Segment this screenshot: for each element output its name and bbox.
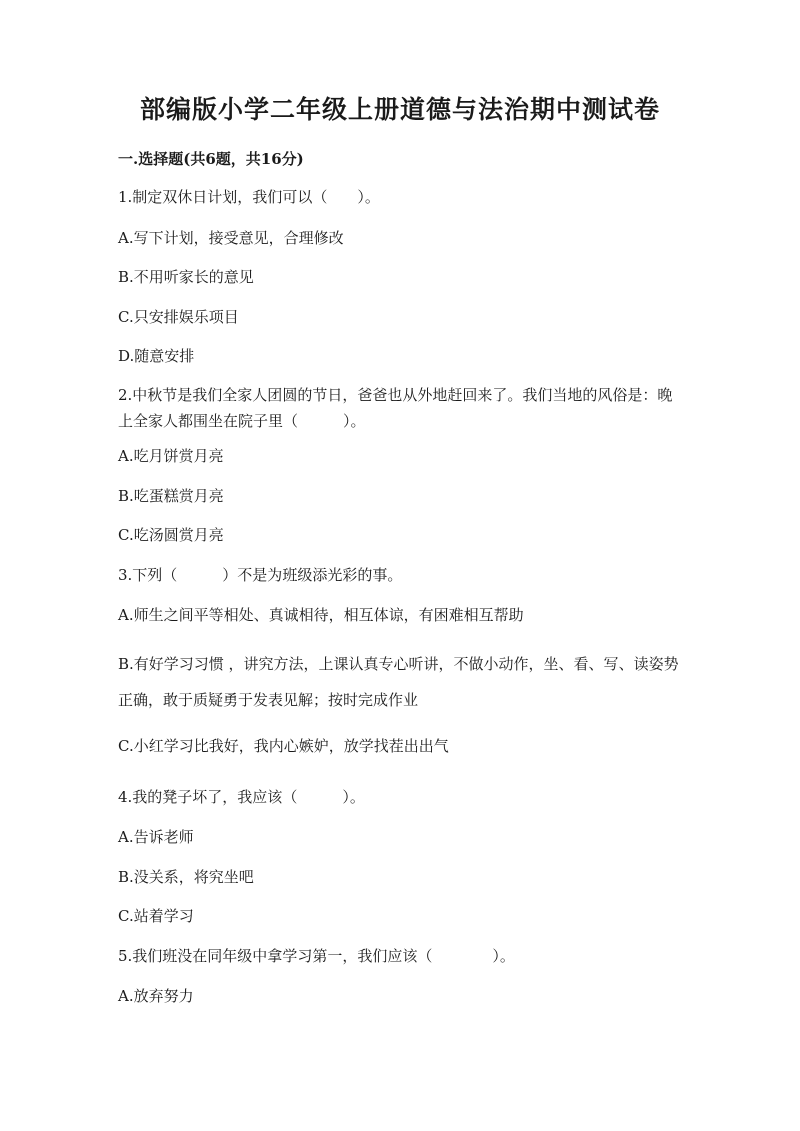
question-1-option-b: B.不用听家长的意见 [118,268,254,286]
question-4-option-a: A.告诉老师 [118,828,194,846]
question-3-option-c: C.小红学习比我好，我内心嫉妒，放学找茬出出气 [118,737,449,755]
question-2-option-a: A.吃月饼赏月亮 [118,447,224,465]
question-3-stem: 3.下列（ ）不是为班级添光彩的事。 [118,566,403,584]
question-1-stem: 1.制定双休日计划，我们可以（ ）。 [118,188,380,206]
question-5-stem: 5.我们班没在同年级中拿学习第一，我们应该（ ）。 [118,947,515,965]
question-3-option-b: B.有好学习习惯 ，讲究方法，上课认真专心听讲，不做小动作，坐、看、写、读姿势正确，敢于质疑勇于发表见解；按时完成作业 [118,655,679,709]
question-1-option-a: A.写下计划，接受意见，合理修改 [118,229,344,247]
question-3-option-a: A.师生之间平等相处、真诚相待，相互体谅，有困难相互帮助 [118,606,524,624]
question-2-option-b: B.吃蛋糕赏月亮 [118,487,224,505]
question-4-option-b: B.没关系，将究坐吧 [118,868,254,886]
question-5-option-a: A.放弃努力 [118,987,194,1005]
question-4-stem: 4.我的凳子坏了，我应该（ ）。 [118,788,365,806]
page-title: 部编版小学二年级上册道德与法治期中测试卷 [139,95,660,124]
question-4-option-c: C.站着学习 [118,907,194,925]
question-1-option-c: C.只安排娱乐项目 [118,308,239,326]
section-heading: 一.选择题(共6题，共16分) [118,150,304,168]
question-1-option-d: D.随意安排 [118,347,195,365]
question-2-stem: 2.中秋节是我们全家人团圆的节日，爸爸也从外地赶回来了。我们当地的风俗是：晚上全家人都围坐在院子里（ ）。 [118,386,673,430]
question-2-option-c: C.吃汤圆赏月亮 [118,526,224,544]
